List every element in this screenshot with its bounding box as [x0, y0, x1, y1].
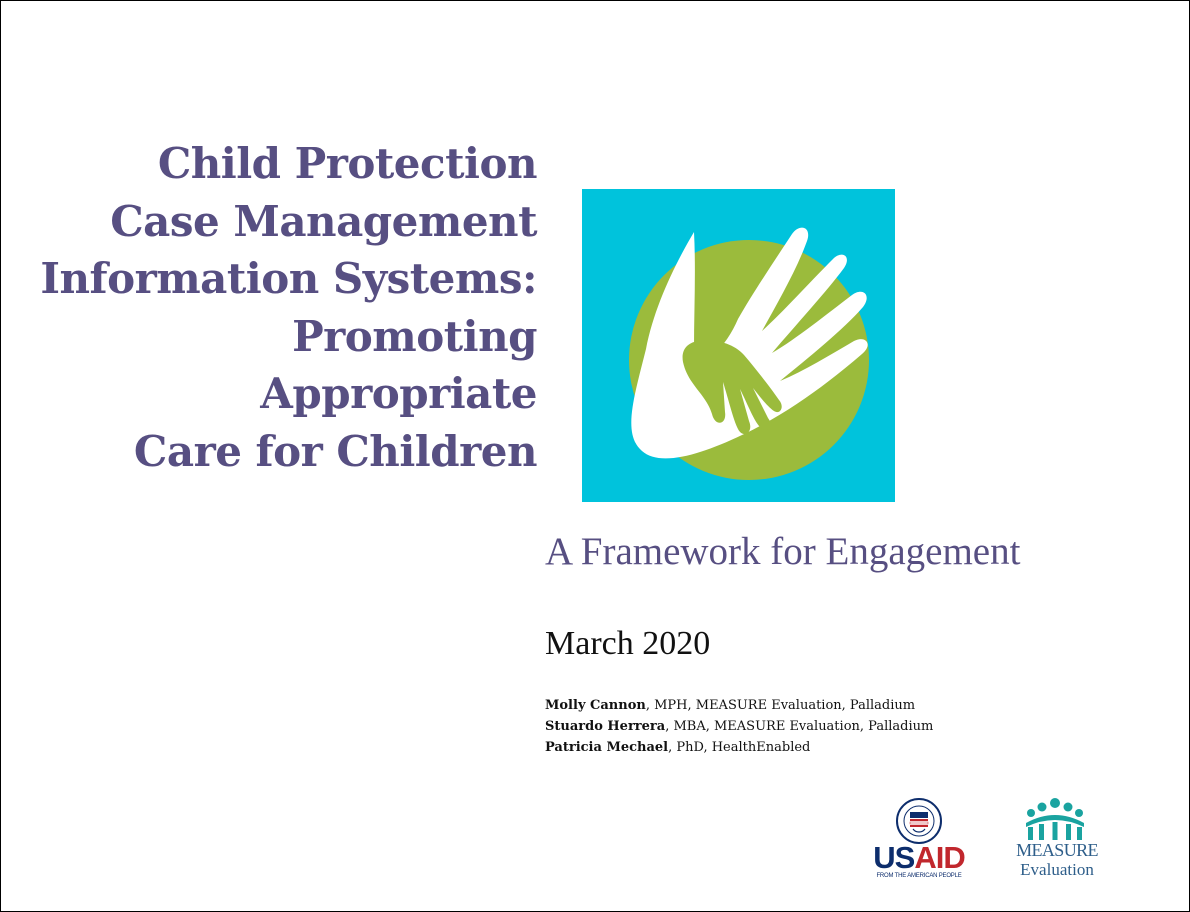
publication-date: March 2020 — [545, 625, 711, 662]
author-details: , PhD, HealthEnabled — [668, 740, 811, 755]
author-entry — [545, 695, 933, 716]
author-list — [545, 695, 933, 758]
title-line: Child Protection — [157, 139, 537, 188]
title-line: Care for Children — [133, 426, 537, 476]
measure-evaluation-logo — [1009, 797, 1105, 883]
title-line: Case Management — [110, 196, 537, 246]
title-line: Information Systems: — [40, 254, 537, 303]
report-subtitle: A Framework for Engagement — [545, 530, 1021, 573]
usaid-tagline: FROM THE AMERICAN PEOPLE — [876, 873, 962, 879]
usaid-us-text: US — [873, 840, 915, 875]
title-line: Promoting — [292, 311, 537, 361]
usaid-wordmark — [867, 841, 971, 875]
author-name: Patricia Mechael — [545, 740, 669, 755]
report-title — [40, 135, 537, 480]
author-entry — [545, 737, 933, 758]
author-details: , MPH, MEASURE Evaluation, Palladium — [645, 698, 916, 713]
people-icon — [1024, 797, 1086, 841]
usaid-logo — [867, 798, 971, 882]
author-name: Molly Cannon — [545, 698, 646, 713]
title-line: Appropriate — [260, 369, 537, 418]
usaid-aid-text: AID — [914, 840, 965, 875]
measure-wordmark: MEASURE — [1016, 840, 1098, 860]
usaid-seal-icon — [896, 798, 942, 844]
author-entry — [545, 716, 933, 737]
hands-icon — [582, 189, 895, 502]
author-details: , MBA, MEASURE Evaluation, Palladium — [665, 719, 934, 734]
evaluation-wordmark: Evaluation — [1020, 860, 1094, 879]
author-name: Stuardo Herrera — [545, 719, 666, 734]
